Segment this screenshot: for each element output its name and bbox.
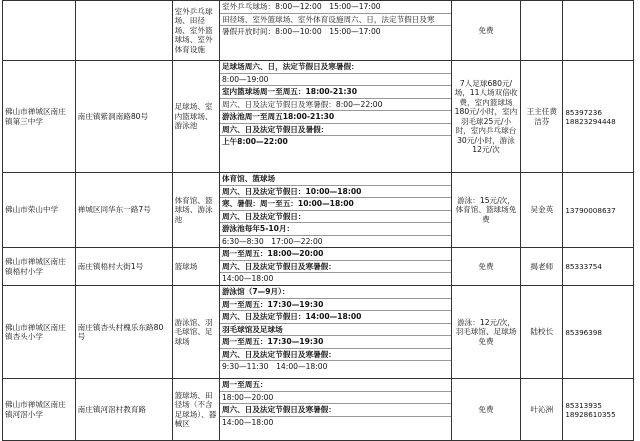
hours-line: 18:00—20:00 [220,392,451,405]
school-name-cell [3,1,76,61]
hours-cell [219,173,451,248]
fee-cell: 免费 [451,379,521,441]
phone-cell: 85313935 18928610355 [563,379,634,441]
hours-cell [219,286,451,379]
venues-cell: 足球场、室内篮球场、游泳池 [172,61,219,173]
address-cell: 南庄镇梧村大街1号 [75,248,172,286]
phone-cell: 85397236 18823294448 [563,61,634,173]
venues-cell: 游泳馆、羽毛球馆、足球场 [172,286,219,379]
hours-line: 游泳池周一至周五18:00-21:30 [220,111,451,124]
hours-line: 周六、日及法定节假日及暑假： [220,124,451,137]
hours-line: 14:00—18:00 [221,274,274,283]
school-name-cell: 佛山市禅城区南庄镇第三中学 [3,61,76,173]
hours-line: 周六、日及法定节假日及寒暑假： [220,404,451,417]
school-name-cell: 佛山市禅城区南庄镇杏头小学 [3,286,76,379]
venues-cell: 室外乒乓球场、田径场、室外篮球场、室外体育设施 [172,1,219,61]
hours-cell [219,61,451,173]
address-cell [75,1,172,61]
fee-cell: 免费 [451,248,521,286]
hours-line: 室内篮球场周一至周五：18:00-21:30 [220,86,451,99]
hours-line: 周六、日及法定节假日及寒暑假： [220,261,451,274]
facility-table [2,0,634,441]
hours-line: 田径场、室外篮球场、室外体育设施周六、日，法定节假日及寒 [220,14,451,27]
venues-cell: 篮球场 [172,248,219,286]
hours-line: 周六、日及法定节假日：14:00—18:00 [220,311,451,324]
table-row [3,1,634,61]
hours-line: 周六、日及法定节假日及寒暑假： [220,349,451,362]
contact-cell: 叶沁洲 [521,379,563,441]
contact-cell: 吴金英 [521,173,563,248]
fee-cell: 免费 [451,1,521,61]
school-name-cell: 佛山市禅城区南庄镇梧村小学 [3,248,76,286]
table-row [3,248,634,286]
hours-line: 8:00—19:00 [220,74,451,87]
fee-cell: 7人足球680元/场，11人场双倍收费，室内篮球场180元/小时，室内羽毛球25元/小时，室内乒乓球台30元/小时，游泳12元/次 [451,61,521,173]
hours-cell [219,1,451,61]
table-row [3,379,634,441]
contact-cell: 陆校长 [521,286,563,379]
hours-line: 14:00—18:00 [221,417,274,427]
phone-cell [563,1,634,61]
hours-line: 周一至周五： [220,379,451,392]
phone-cell: 13790008637 [563,173,634,248]
venues-cell: 体育馆、篮球场、游泳池 [172,173,219,248]
phone-cell: 85333754 [563,248,634,286]
table-row [3,173,634,248]
address-cell: 南庄镇河滘村教育路 [75,379,172,441]
school-name-cell: 佛山市荣山中学 [3,173,76,248]
table-row [3,61,634,173]
hours-line: 周一至周五：17:30—19:30 [220,336,451,349]
hours-line: 羽毛球馆及足球场 [220,324,451,337]
hours-cell [219,248,451,286]
address-cell: 南庄镇紫洞南路80号 [75,61,172,173]
hours-cell [219,379,451,441]
fee-cell: 游泳：15元/次，体育馆、篮球场免费 [451,173,521,248]
address-cell: 南庄镇杏头村槐乐东路80号 [75,286,172,379]
hours-line: 游泳馆（7—9月）： [220,286,451,299]
hours-line: 周一至周五：18:00—20:00 [220,248,451,261]
address-cell: 禅城区同华东一路7号 [75,173,172,248]
venues-cell: 篮球场、田径场（不含足球场）、器械区 [172,379,219,441]
hours-line: 体育馆、篮球场 [220,173,451,186]
hours-line: 寒、暑假：周一至五：10:00—18:00 [220,198,451,211]
contact-cell: 揭老师 [521,248,563,286]
hours-line: 足球场周六、日，法定节假日及寒暑假： [220,61,451,74]
fee-cell: 游泳：12元/次，羽毛球馆、足球场免费 [451,286,521,379]
table-row [3,286,634,379]
hours-line: 周一至周五：17:30—19:30 [220,299,451,312]
hours-line: 周六、日及法定节假日：10:00—18:00 [220,186,451,199]
phone-cell: 85396398 [563,286,634,379]
hours-line: 6:30—8:30 17:00—22:00 [221,236,323,246]
hours-line: 暑假开放时间：8:00—10:00 15:00—17:00 [221,27,381,36]
hours-line: 周六、日及法定节假日： [220,211,451,224]
table-body [3,1,634,441]
contact-cell: 王主任黄洁芬 [521,61,563,173]
hours-line: 9:30—11:30 14:00—18:00 [221,362,328,371]
hours-line: 上午8:00—22:00 [221,137,288,146]
contact-cell [521,1,563,61]
school-name-cell: 佛山市禅城区南庄镇河滘小学 [3,379,76,441]
hours-line: 周六、日及法定节假日及寒暑假：8:00—22:00 [220,99,451,112]
hours-line: 室外乒乓球场：8:00—12:00 15:00—17:00 [220,1,451,14]
hours-line: 游泳池每年5-10月： [220,223,451,236]
